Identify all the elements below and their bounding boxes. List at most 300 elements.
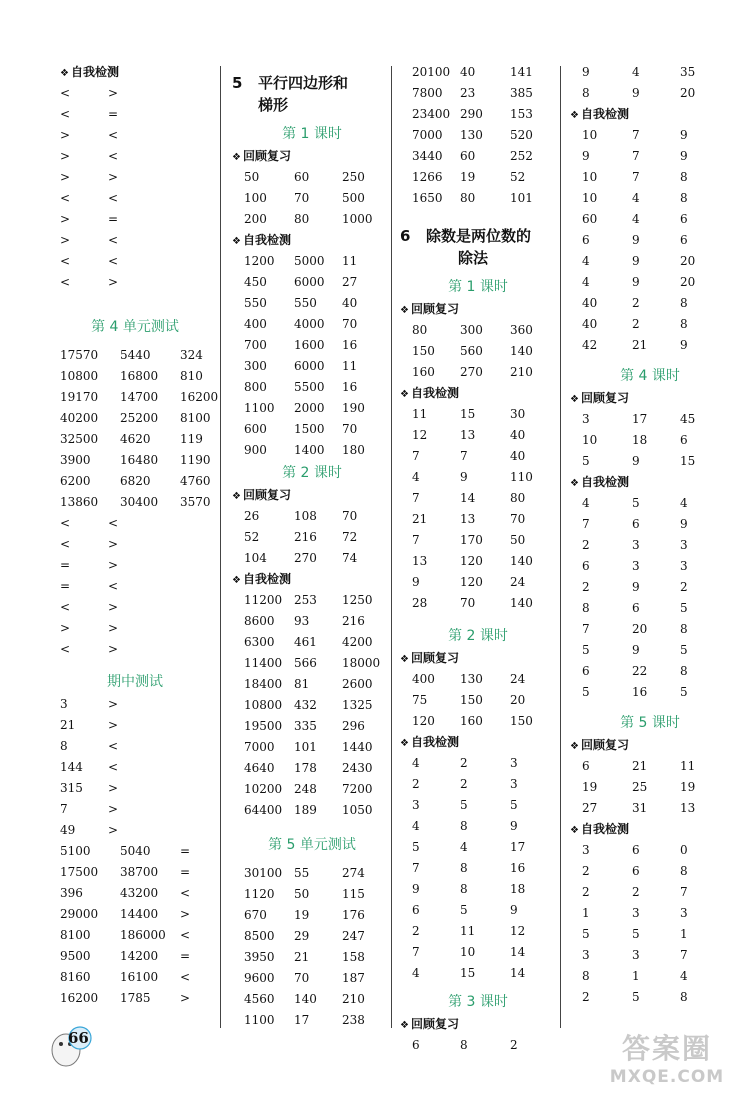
answer-row [60, 83, 210, 104]
answer-row [60, 904, 210, 925]
answer-cell: 385 [510, 86, 533, 100]
answer-cell: 38700 [120, 865, 159, 879]
answer-cell: 10 [582, 170, 598, 184]
answer-cell: > [60, 128, 71, 142]
answer-cell: 200 [244, 212, 267, 226]
answer-cell: 27 [582, 801, 598, 815]
answer-row [400, 320, 556, 341]
answer-cell: 9 [632, 254, 640, 268]
answer-cell: 6 [632, 601, 640, 615]
answer-cell: 1 [680, 927, 688, 941]
answer-cell: > [108, 781, 119, 795]
answer-cell: 20 [680, 275, 696, 289]
answer-row [400, 900, 556, 921]
answer-cell: 7 [412, 491, 420, 505]
diamond-bullet-icon: ❖ [400, 389, 409, 400]
answer-cell: 8600 [244, 614, 275, 628]
answer-row [232, 335, 392, 356]
answer-cell: 4760 [180, 474, 211, 488]
answer-cell: < [108, 149, 119, 163]
answer-cell: 1100 [244, 401, 275, 415]
answer-cell: = [180, 949, 191, 963]
answer-cell: 60 [460, 149, 476, 163]
answer-row [570, 335, 730, 356]
answer-cell: > [180, 991, 191, 1005]
answer-cell: 1120 [244, 887, 275, 901]
watermark [592, 1032, 742, 1102]
answer-cell: 4 [582, 275, 590, 289]
answer-cell: 52 [244, 530, 260, 544]
answer-row [570, 451, 730, 472]
answer-cell: 296 [342, 719, 365, 733]
answer-row [232, 800, 392, 821]
answer-cell: > [108, 170, 119, 184]
answer-row [232, 506, 392, 527]
subsection-label: 回顾复习 [410, 651, 459, 665]
answer-cell: 3 [510, 756, 518, 770]
answer-cell: 22 [632, 664, 648, 678]
answer-cell: 7 [680, 885, 688, 899]
answer-cell: 8100 [60, 928, 91, 942]
answer-row [60, 778, 210, 799]
answer-cell: 12 [510, 924, 526, 938]
answer-row [60, 450, 210, 471]
answer-cell: 9500 [60, 949, 91, 963]
answer-cell: 8 [60, 739, 68, 753]
answer-cell: 144 [60, 760, 83, 774]
answer-cell: 21 [412, 512, 428, 526]
answer-cell: 2 [460, 777, 468, 791]
answer-row [570, 62, 730, 83]
answer-cell: 461 [294, 635, 317, 649]
answer-row [400, 188, 556, 209]
answer-row [60, 639, 210, 660]
answer-cell: = [60, 579, 71, 593]
answer-cell: 20 [632, 622, 648, 636]
answer-row [400, 858, 556, 879]
answer-row [60, 471, 210, 492]
answer-cell: 5 [412, 840, 420, 854]
answer-cell: 8 [582, 969, 590, 983]
answer-cell: 1250 [342, 593, 373, 607]
answer-cell: 2 [582, 990, 590, 1004]
column-divider [391, 66, 392, 1028]
answer-cell: 130 [460, 672, 483, 686]
answer-cell: 6 [582, 559, 590, 573]
answer-row [400, 404, 556, 425]
answer-row [232, 272, 392, 293]
answer-row [570, 209, 730, 230]
answer-cell: 290 [460, 107, 483, 121]
answer-cell: < [60, 537, 71, 551]
answer-cell: 50 [244, 170, 260, 184]
answer-cell: 3 [632, 948, 640, 962]
answer-cell: 3 [632, 538, 640, 552]
answer-row [570, 577, 730, 598]
answer-cell: 180 [342, 443, 365, 457]
answer-row [570, 682, 730, 703]
answer-cell: 335 [294, 719, 317, 733]
answer-cell: > [108, 642, 119, 656]
answer-cell: 7 [412, 533, 420, 547]
answer-cell: 80 [510, 491, 526, 505]
answer-cell: 55 [294, 866, 310, 880]
subsection-heading [232, 569, 392, 590]
answer-cell: 2 [632, 885, 640, 899]
answer-cell: 210 [510, 365, 533, 379]
chapter-title [232, 72, 392, 116]
answer-row [570, 556, 730, 577]
answer-cell: 11 [680, 759, 696, 773]
answer-cell: 150 [412, 344, 435, 358]
answer-cell: 270 [294, 551, 317, 565]
answer-cell: 2 [412, 777, 420, 791]
chapter-title-line [232, 72, 392, 94]
answer-cell: 17500 [60, 865, 99, 879]
subsection-label: 自我检测 [410, 735, 459, 749]
answer-row [232, 905, 392, 926]
answer-cell: 1100 [244, 1013, 275, 1027]
answer-cell: 60 [294, 170, 310, 184]
answer-cell: 324 [180, 348, 203, 362]
answer-cell: 5100 [60, 844, 91, 858]
section-heading: 第 4 课时 [620, 368, 680, 384]
answer-cell: 16 [632, 685, 648, 699]
answer-row [60, 513, 210, 534]
watermark-url: MXQE.COM [609, 1067, 725, 1087]
answer-row [60, 946, 210, 967]
answer-cell: 5000 [294, 254, 325, 268]
answer-cell: 70 [342, 317, 358, 331]
answer-row [60, 167, 210, 188]
answer-cell: < [180, 886, 191, 900]
diamond-bullet-icon: ❖ [570, 478, 579, 489]
answer-row [60, 694, 210, 715]
answer-cell: 9 [582, 65, 590, 79]
answer-cell: 300 [244, 359, 267, 373]
answer-cell: > [108, 697, 119, 711]
answer-cell: 7 [60, 802, 68, 816]
answer-row [232, 737, 392, 758]
answer-cell: = [60, 558, 71, 572]
diamond-bullet-icon: ❖ [232, 236, 241, 247]
answer-cell: 190 [342, 401, 365, 415]
answer-cell: 120 [460, 554, 483, 568]
subsection-label: 回顾复习 [410, 302, 459, 316]
subsection-label: 回顾复习 [580, 391, 629, 405]
chapter-number: 5 [232, 74, 243, 92]
diamond-bullet-icon: ❖ [400, 305, 409, 316]
answer-cell: < [180, 970, 191, 984]
answer-cell: 13 [680, 801, 696, 815]
answer-row [570, 535, 730, 556]
answer-cell: 140 [294, 992, 317, 1006]
answer-cell: 3 [582, 948, 590, 962]
answer-cell: 158 [342, 950, 365, 964]
answer-cell: 3 [582, 412, 590, 426]
answer-cell: 6 [582, 664, 590, 678]
answer-cell: 4 [412, 470, 420, 484]
answer-cell: 810 [180, 369, 203, 383]
answer-cell: 14 [510, 945, 526, 959]
answer-cell: 7 [680, 948, 688, 962]
chapter-number: 6 [400, 227, 411, 245]
subsection-heading [400, 648, 556, 669]
answer-cell: 8 [680, 864, 688, 878]
answer-cell: 1 [582, 906, 590, 920]
answer-cell: 315 [60, 781, 83, 795]
answer-row [400, 879, 556, 900]
answer-row [60, 209, 210, 230]
answer-cell: 42 [582, 338, 598, 352]
answer-cell: 43200 [120, 886, 159, 900]
answer-row [232, 188, 392, 209]
answer-cell: < [60, 275, 71, 289]
answer-cell: 8 [680, 990, 688, 1004]
answer-row [60, 230, 210, 251]
spacer [570, 703, 730, 711]
answer-cell: 566 [294, 656, 317, 670]
answer-row [570, 409, 730, 430]
answer-cell: 7 [632, 128, 640, 142]
answer-cell: < [108, 128, 119, 142]
page-number-badge [48, 1020, 98, 1070]
answer-cell: 3 [680, 538, 688, 552]
answer-row [232, 356, 392, 377]
answer-cell: 5 [582, 685, 590, 699]
answer-cell: 9 [582, 149, 590, 163]
answer-cell: 10800 [244, 698, 283, 712]
answer-cell: = [108, 212, 119, 226]
answer-row [400, 669, 556, 690]
answer-cell: < [60, 600, 71, 614]
answer-cell: 140 [510, 554, 533, 568]
subsection-label: 自我检测 [242, 572, 291, 586]
answer-cell: 1785 [120, 991, 151, 1005]
answer-cell: 101 [294, 740, 317, 754]
answer-row [400, 837, 556, 858]
answer-cell: 25200 [120, 411, 159, 425]
answer-cell: 5 [632, 927, 640, 941]
answer-cell: < [108, 760, 119, 774]
answer-cell: 520 [510, 128, 533, 142]
diamond-bullet-icon: ❖ [570, 741, 579, 752]
watermark-title: 答案圈 [621, 1032, 712, 1065]
answer-cell: 3 [60, 697, 68, 711]
answer-cell: 40 [582, 296, 598, 310]
answer-cell: 3 [582, 843, 590, 857]
answer-cell: 16200 [180, 390, 219, 404]
answer-cell: 1000 [342, 212, 373, 226]
answer-cell: < [60, 516, 71, 530]
answer-cell: 5 [460, 903, 468, 917]
chapter-title [400, 225, 556, 269]
answer-row [400, 467, 556, 488]
answer-row [60, 492, 210, 513]
answer-row [570, 293, 730, 314]
answer-cell: 80 [294, 212, 310, 226]
answer-cell: 2 [582, 885, 590, 899]
answer-row [60, 576, 210, 597]
answer-cell: 9 [460, 470, 468, 484]
answer-row [570, 272, 730, 293]
answer-row [232, 590, 392, 611]
answer-cell: < [108, 579, 119, 593]
spacer [60, 293, 210, 315]
answer-cell: 11 [342, 254, 358, 268]
subsection-heading [232, 146, 392, 167]
answer-cell: 16 [342, 380, 358, 394]
answer-row [400, 341, 556, 362]
answer-row [232, 611, 392, 632]
answer-cell: 450 [244, 275, 267, 289]
answer-cell: 10 [582, 128, 598, 142]
answer-cell: 560 [460, 344, 483, 358]
answer-cell: < [108, 516, 119, 530]
answer-cell: 5 [582, 927, 590, 941]
answer-cell: 170 [460, 533, 483, 547]
answer-cell: 7 [412, 861, 420, 875]
answer-cell: 2 [632, 296, 640, 310]
answer-row [60, 820, 210, 841]
answer-row [60, 125, 210, 146]
answer-cell: 9 [632, 86, 640, 100]
answer-row [60, 967, 210, 988]
answer-row [60, 272, 210, 293]
answer-row [400, 942, 556, 963]
answer-cell: 10 [582, 433, 598, 447]
answer-cell: 7200 [342, 782, 373, 796]
answer-cell: 4 [680, 496, 688, 510]
answer-cell: 4 [582, 496, 590, 510]
answer-row [400, 921, 556, 942]
answer-cell: 19 [582, 780, 598, 794]
answer-row [60, 408, 210, 429]
answer-row [570, 146, 730, 167]
answer-cell: 9 [632, 275, 640, 289]
answer-cell: 8 [680, 664, 688, 678]
answer-cell: 40200 [60, 411, 99, 425]
answer-row [232, 947, 392, 968]
answer-cell: < [108, 233, 119, 247]
answer-row [570, 798, 730, 819]
answer-cell: 10 [460, 945, 476, 959]
section-heading: 期中测试 [107, 674, 163, 690]
answer-cell: 178 [294, 761, 317, 775]
answer-cell: 26 [244, 509, 260, 523]
answer-row [570, 903, 730, 924]
answer-cell: 14200 [120, 949, 159, 963]
answer-cell: 7 [412, 449, 420, 463]
answer-row [232, 863, 392, 884]
answer-cell: = [180, 844, 191, 858]
answer-cell: > [108, 558, 119, 572]
answer-row [400, 104, 556, 125]
answer-column-4 [570, 62, 730, 1008]
answer-row [60, 715, 210, 736]
answer-cell: 6 [680, 433, 688, 447]
answer-row [570, 987, 730, 1008]
answer-cell: 5 [582, 643, 590, 657]
subsection-heading [570, 104, 730, 125]
answer-cell: 800 [244, 380, 267, 394]
answer-cell: 3 [680, 906, 688, 920]
answer-cell: 18 [632, 433, 648, 447]
answer-cell: 15 [460, 966, 476, 980]
answer-row [60, 188, 210, 209]
answer-cell: 9 [632, 580, 640, 594]
answer-cell: 2 [582, 580, 590, 594]
diamond-bullet-icon: ❖ [570, 394, 579, 405]
section-heading: 第 1 课时 [448, 279, 508, 295]
answer-cell: 9 [510, 903, 518, 917]
answer-row [400, 425, 556, 446]
answer-row [400, 167, 556, 188]
answer-cell: 1400 [294, 443, 325, 457]
answer-row [400, 963, 556, 984]
answer-column-1 [60, 62, 219, 1009]
column-divider [560, 66, 561, 1028]
answer-row [60, 862, 210, 883]
answer-cell: 104 [244, 551, 267, 565]
answer-row [400, 711, 556, 732]
answer-cell: 4640 [244, 761, 275, 775]
answer-cell: 2 [582, 864, 590, 878]
section-heading: 第 2 课时 [282, 465, 342, 481]
spacer [232, 821, 392, 833]
answer-cell: 247 [342, 929, 365, 943]
answer-row [570, 514, 730, 535]
answer-cell: > [108, 621, 119, 635]
answer-cell: 6300 [244, 635, 275, 649]
answer-cell: 23 [460, 86, 476, 100]
answer-row [400, 125, 556, 146]
answer-row [60, 534, 210, 555]
answer-column-2 [232, 62, 392, 1031]
answer-cell: 4 [680, 969, 688, 983]
answer-cell: 4 [632, 191, 640, 205]
answer-row [60, 736, 210, 757]
answer-cell: 32500 [60, 432, 99, 446]
answer-cell: 5 [460, 798, 468, 812]
answer-cell: 8 [460, 861, 468, 875]
answer-cell: 16 [342, 338, 358, 352]
answer-cell: < [60, 642, 71, 656]
answer-cell: 6000 [294, 275, 325, 289]
answer-cell: 9 [680, 149, 688, 163]
section-heading: 第 5 课时 [620, 715, 680, 731]
chapter-title-line [400, 247, 556, 269]
answer-cell: 248 [294, 782, 317, 796]
answer-cell: 20 [510, 693, 526, 707]
answer-cell: 140 [510, 344, 533, 358]
chapter-title-line [400, 225, 556, 247]
answer-row [60, 146, 210, 167]
diamond-bullet-icon: ❖ [232, 575, 241, 586]
answer-cell: 7000 [244, 740, 275, 754]
answer-row [232, 293, 392, 314]
answer-cell: 900 [244, 443, 267, 457]
answer-row [60, 555, 210, 576]
answer-row [570, 840, 730, 861]
answer-row [570, 661, 730, 682]
answer-cell: 70 [294, 971, 310, 985]
answer-cell: 80 [460, 191, 476, 205]
answer-cell: 101 [510, 191, 533, 205]
subsection-label: 回顾复习 [242, 488, 291, 502]
answer-row [232, 653, 392, 674]
answer-cell: 81 [294, 677, 310, 691]
